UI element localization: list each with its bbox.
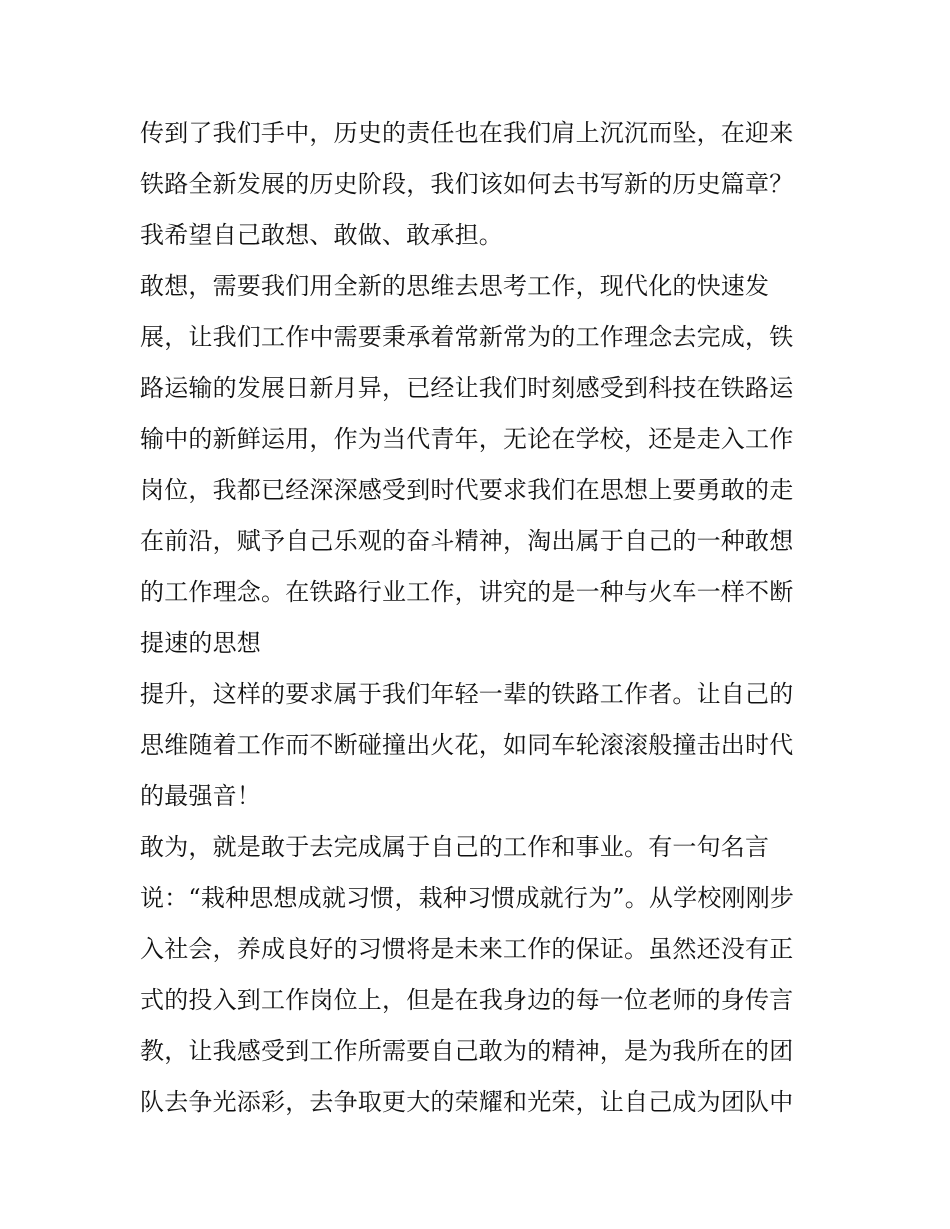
text-line: 传到了我们手中，历史的责任也在我们肩上沉沉而坠，在迎来 [140, 119, 794, 147]
text-line: 式的投入到工作岗位上，但是在我身边的每一位老师的身传言 [140, 986, 794, 1014]
text-line: 队去争光添彩，去争取更大的荣耀和光荣，让自己成为团队中 [140, 1088, 794, 1116]
text-line: 敢为，就是敢于去完成属于自己的工作和事业。有一句名言 [140, 833, 770, 861]
text-line: 展，让我们工作中需要秉承着常新常为的工作理念去完成，铁 [140, 323, 794, 351]
text-line: 铁路全新发展的历史阶段，我们该如何去书写新的历史篇章？ [140, 170, 794, 198]
text-line: 思维随着工作而不断碰撞出火花，如同车轮滚滚般撞击出时代 [140, 731, 794, 759]
text-line: 说：“栽种思想成就习惯，栽种习惯成就行为”。从学校刚刚步 [140, 884, 795, 912]
text-line: 路运输的发展日新月异，已经让我们时刻感受到科技在铁路运 [140, 374, 794, 402]
text-line: 教，让我感受到工作所需要自己敢为的精神，是为我所在的团 [140, 1037, 794, 1065]
text-line: 提升，这样的要求属于我们年轻一辈的铁路工作者。让自己的 [140, 680, 794, 708]
text-line: 我希望自己敢想、敢做、敢承担。 [140, 221, 503, 249]
text-line: 提速的思想 [140, 629, 261, 657]
text-line: 输中的新鲜运用，作为当代青年，无论在学校，还是走入工作 [140, 425, 794, 453]
text-line: 在前沿，赋予自己乐观的奋斗精神，淘出属于自己的一种敢想 [140, 527, 794, 555]
text-line: 入社会，养成良好的习惯将是未来工作的保证。虽然还没有正 [140, 935, 794, 963]
text-line: 敢想，需要我们用全新的思维去思考工作，现代化的快速发 [140, 272, 770, 300]
body-text [140, 108, 830, 1128]
text-line: 的最强音！ [140, 782, 261, 810]
text-line: 岗位，我都已经深深感受到时代要求我们在思想上要勇敢的走 [140, 476, 794, 504]
text-line: 的工作理念。在铁路行业工作，讲究的是一种与火车一样不断 [140, 578, 794, 606]
